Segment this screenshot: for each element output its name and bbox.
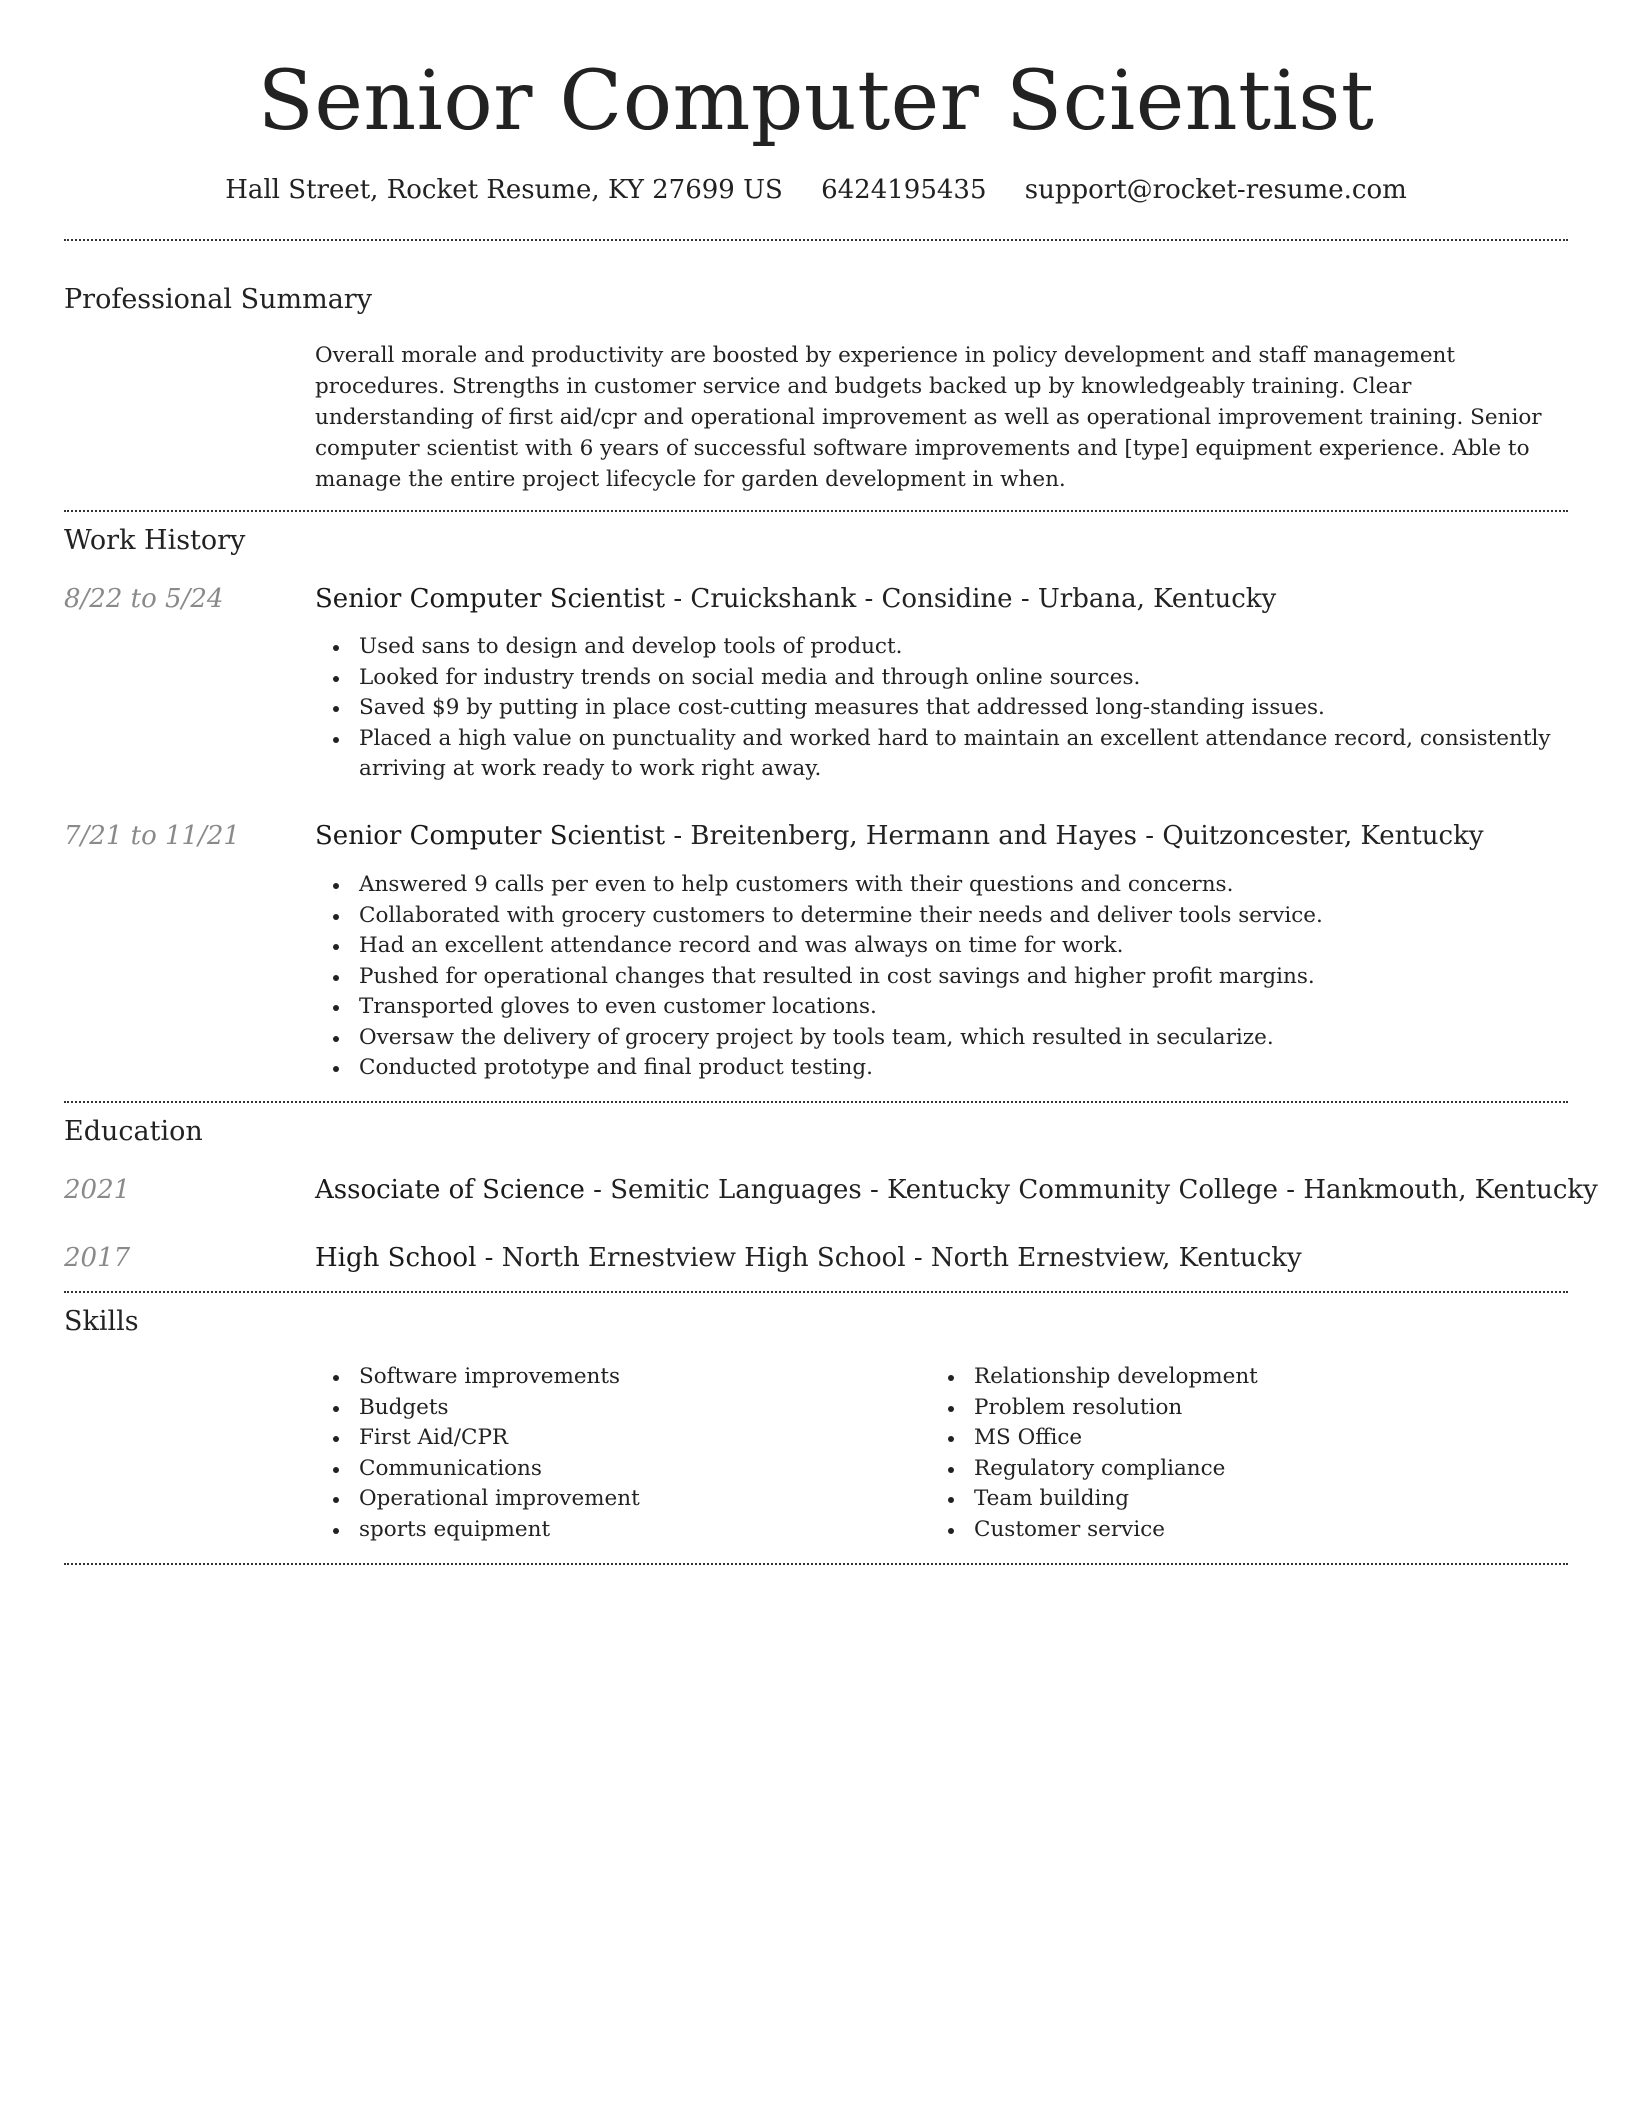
education-heading xyxy=(315,1240,1302,1276)
contact-line xyxy=(0,170,1632,210)
list-item: Conducted prototype and final product testing. xyxy=(359,1053,1571,1084)
job-employer: - Cruickshank - Considine - Urbana, Kentucky xyxy=(665,584,1277,614)
skill-item: Communications xyxy=(359,1454,915,1485)
list-item: Placed a high value on punctuality and worked hard to maintain an excellent attendance record, consistently arriving at work ready to work right away. xyxy=(359,724,1571,785)
skill-item: sports equipment xyxy=(359,1515,915,1546)
list-item: Had an excellent attendance record and was always on time for work. xyxy=(359,931,1571,962)
list-item: Looked for industry trends on social media and through online sources. xyxy=(359,663,1571,694)
divider xyxy=(64,1291,1568,1293)
job-bullets xyxy=(315,870,1571,1084)
divider xyxy=(64,239,1568,241)
list-item: Oversaw the delivery of grocery project by tools team, which resulted in secularize. xyxy=(359,1023,1571,1054)
list-item: Used sans to design and develop tools of product. xyxy=(359,632,1571,663)
list-item: Answered 9 calls per even to help customers with their questions and concerns. xyxy=(359,870,1571,901)
contact-phone: 6424195435 xyxy=(821,175,987,205)
skill-item: First Aid/CPR xyxy=(359,1423,915,1454)
skill-item: Team building xyxy=(974,1484,1530,1515)
education-year: 2021 xyxy=(64,1175,131,1205)
divider xyxy=(64,1101,1568,1103)
job-dates: 8/22 to 5/24 xyxy=(64,584,224,614)
education-degree: High School xyxy=(315,1243,477,1273)
education-year: 2017 xyxy=(64,1243,131,1273)
list-item: Collaborated with grocery customers to determine their needs and deliver tools service. xyxy=(359,901,1571,932)
education-degree: Associate of Science xyxy=(315,1175,585,1205)
skill-item: MS Office xyxy=(974,1423,1530,1454)
resume-name: Senior Computer Scientist xyxy=(257,54,1375,149)
job-dates: 7/21 to 11/21 xyxy=(64,821,240,851)
education-heading xyxy=(315,1172,1598,1208)
skills-list-left xyxy=(315,1362,915,1545)
contact-address: Hall Street, Rocket Resume, KY 27699 US xyxy=(225,175,783,205)
section-title-education: Education xyxy=(64,1116,203,1147)
divider xyxy=(64,1563,1568,1565)
job-title: Senior Computer Scientist xyxy=(315,821,666,851)
job-heading xyxy=(315,818,1484,854)
contact-email: support@rocket-resume.com xyxy=(1024,175,1407,205)
skill-item: Budgets xyxy=(359,1393,915,1424)
skill-item: Problem resolution xyxy=(974,1393,1530,1424)
job-employer: - Breitenberg, Hermann and Hayes - Quitzoncester, Kentucky xyxy=(665,821,1484,851)
education-school: - Semitic Languages - Kentucky Community College - Hankmouth, Kentucky xyxy=(584,1175,1598,1205)
summary-text: Overall morale and productivity are boosted by experience in policy development and staff management procedures. Strengths in customer service and budgets backed up by knowledgeably training. Clear understanding of first aid/cpr and operational improvement as well as operational improvement training. Senior computer scientist with 6 years of successful software improvements and [type] equipment experience. Able to manage the entire project lifecycle for garden development in when. xyxy=(315,343,1542,492)
job-heading xyxy=(315,581,1276,617)
section-title-summary: Professional Summary xyxy=(64,284,372,315)
list-item: Transported gloves to even customer locations. xyxy=(359,992,1571,1023)
skill-item: Regulatory compliance xyxy=(974,1454,1530,1485)
skill-item: Relationship development xyxy=(974,1362,1530,1393)
skill-item: Software improvements xyxy=(359,1362,915,1393)
job-bullets xyxy=(315,632,1571,785)
divider xyxy=(64,510,1568,512)
skill-item: Operational improvement xyxy=(359,1484,915,1515)
list-item: Pushed for operational changes that resulted in cost savings and higher profit margins. xyxy=(359,962,1571,993)
section-title-skills: Skills xyxy=(64,1306,139,1337)
job-title: Senior Computer Scientist xyxy=(315,584,666,614)
education-school: - North Ernestview High School - North Ernestview, Kentucky xyxy=(476,1243,1302,1273)
list-item: Saved $9 by putting in place cost-cutting measures that addressed long-standing issues. xyxy=(359,693,1571,724)
skills-list-right xyxy=(930,1362,1530,1545)
section-title-work-history: Work History xyxy=(64,525,246,556)
skill-item: Customer service xyxy=(974,1515,1530,1546)
